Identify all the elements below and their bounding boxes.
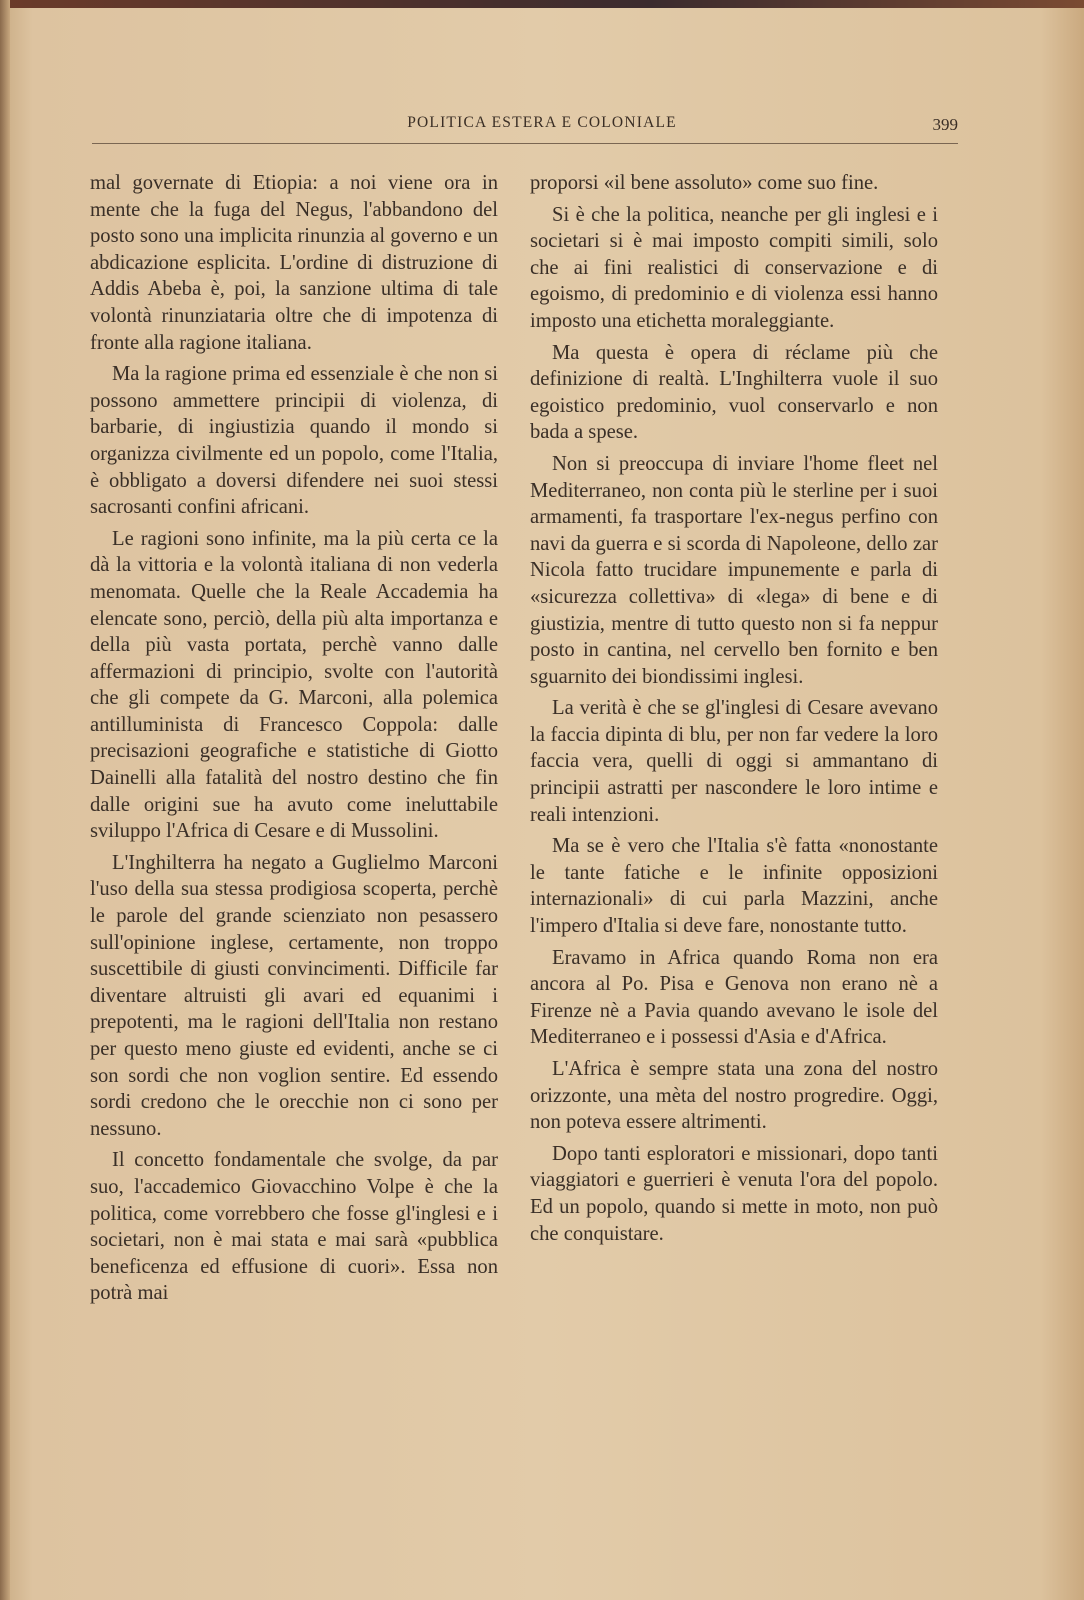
paragraph: Non si preoccupa di inviare l'home fleet nel Mediterraneo, non conta più le sterline per i suoi armamenti, fa trasportare l'ex-negus perfino con navi da guerra e si scorda di Napoleone, dello zar Nicola fatto trucidare impunemente e parla di «sicurezza collettiva» di «lega» di bene e di giustizia, mentre di tutto questo non si fa neppur posto in cantina, nel cervello ben fornito e ben sguarnito dei biondissimi inglesi. (530, 452, 938, 688)
paragraph: Ma questa è opera di réclame più che definizione di realtà. L'Inghilterra vuole il suo egoistico predominio, vuol conservarlo e non bada a spese. (530, 341, 938, 444)
paragraph: L'Africa è sempre stata una zona del nostro orizzonte, una mèta del nostro progredire. Oggi, non poteva essere altrimenti. (530, 1058, 938, 1134)
paragraph: L'Inghilterra ha negato a Guglielmo Marconi l'uso della sua stessa prodigiosa scoperta, perchè le parole del grande scienziato non pesassero sull'opinione inglese, certamente, non troppo suscettibile di giusti convincimenti. Difficile far diventare altruisti gli avari ed equanimi i prepotenti, ma le ragioni dell'Italia non restano per questo meno giuste ed evidenti, anche se ci son sordi che non voglion sentire. Ed essendo sordi credono che le orecchie non ci sono per nessuno. (90, 851, 498, 1140)
paragraph: Ma se è vero che l'Italia s'è fatta «nonostante le tante fatiche e le infinite opposizioni internazionali» di cui parla Mazzini, anche l'impero d'Italia si deve fare, nonostante tutto. (530, 835, 938, 938)
paragraph: Si è che la politica, neanche per gli inglesi e i societari si è mai imposto compiti simili, solo che ai fini realistici di conservazione e di egoismo, di predominio e di violenza essi hanno imposto una etichetta moraleggiante. (530, 203, 938, 332)
page-binding-edge (0, 0, 10, 1600)
paragraph: Il concetto fondamentale che svolge, da par suo, l'accademico Giovacchino Volpe è che la politica, come vorrebbero che fosse gl'inglesi e i societari, non è mai stata e mai sarà «pubblica beneficenza ed effusione di cuori». Essa non potrà mai (90, 1149, 498, 1305)
running-title: POLITICA ESTERA E COLONIALE (407, 114, 677, 131)
left-column (90, 170, 498, 1307)
right-column (530, 170, 938, 1247)
paragraph: proporsi «il bene assoluto» come suo fine. (530, 172, 879, 194)
header-rule (92, 143, 958, 144)
paragraph: Eravamo in Africa quando Roma non era ancora al Po. Pisa e Genova non erano nè a Firenze nè a Pavia quando avevano le isole del Mediterraneo e i possessi d'Asia e d'Africa. (530, 946, 938, 1049)
paragraph: Le ragioni sono infinite, ma la più certa ce la dà la vittoria e la volontà italiana di non vederla menomata. Quelle che la Reale Accademia ha elencate sono, perciò, della più alta importanza e della più vasta portata, perchè vanno dalle affermazioni di principio, svolte con l'autorità che gli compete da G. Marconi, alla polemica antilluminista di Francesco Coppola: dalle precisazioni geografiche e statistiche di Giotto Dainelli alla fatalità del nostro destino che fin dalle origini sue ha avuto come ineluttabile sviluppo l'Africa di Cesare e di Mussolini. (90, 527, 498, 843)
page-number: 399 (932, 115, 958, 134)
paragraph: La verità è che se gl'inglesi di Cesare avevano la faccia dipinta di blu, per non far vedere la loro faccia vera, quelli di oggi si ammantano di principii astratti per nascondere le loro intime e reali intenzioni. (530, 697, 938, 826)
paragraph: Dopo tanti esploratori e missionari, dopo tanti viaggiatori e guerrieri è venuta l'ora del popolo. Ed un popolo, quando si mette in moto, non può che conquistare. (530, 1142, 938, 1245)
paragraph: mal governate di Etiopia: a noi viene ora in mente che la fuga del Negus, l'abbandono del posto sono una implicita rinunzia al governo e un abdicazione esplicita. L'ordine di distruzione di Addis Abeba è, poi, la sanzione ultima di tale volontà rinunziataria oltre che di impotenza di fronte alla ragione italiana. (90, 172, 498, 354)
page-top-edge (0, 0, 1084, 8)
running-head (0, 114, 1084, 140)
paragraph: Ma la ragione prima ed essenziale è che non si possono ammettere principii di violenza, di barbarie, di ingiustizia quando il mondo si organizza civilmente ed un popolo, come l'Italia, è obbligato a doversi difendere nei suoi stessi sacrosanti confini africani. (90, 363, 498, 519)
